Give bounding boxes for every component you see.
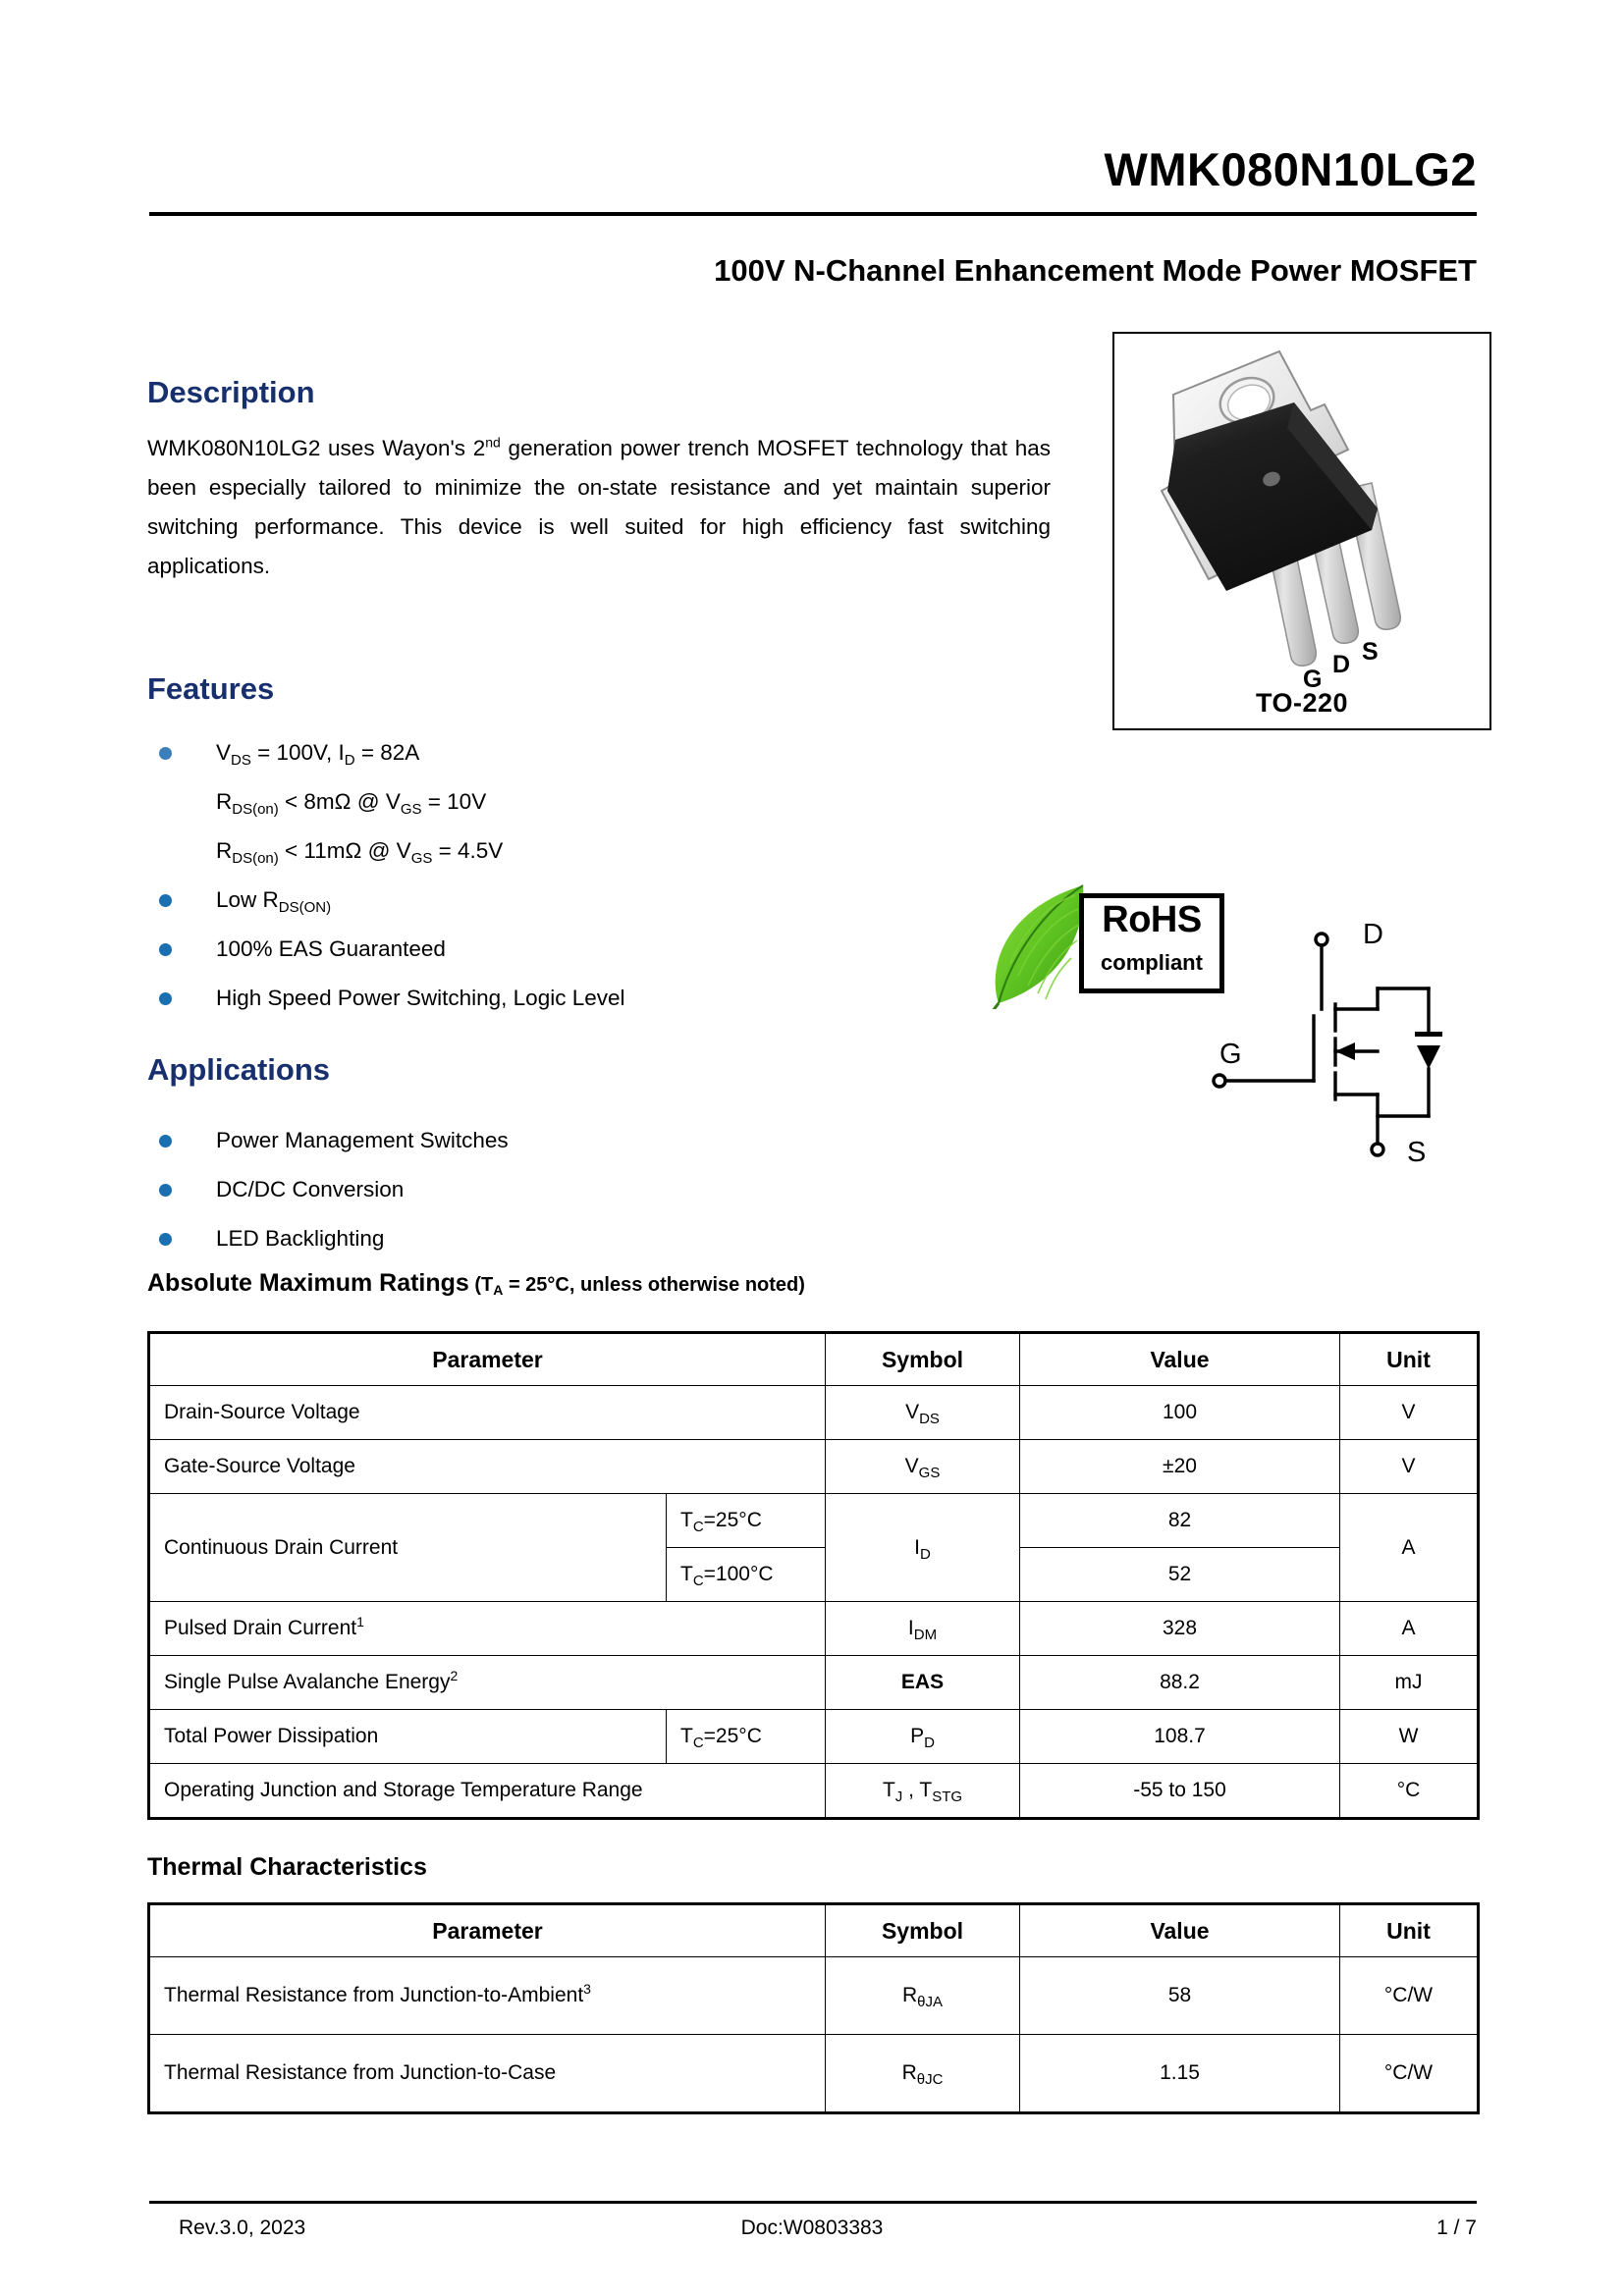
cell-parameter: Drain-Source Voltage — [150, 1386, 826, 1440]
list-item — [159, 974, 1043, 1023]
table-row — [150, 1386, 1478, 1440]
cell-unit: A — [1340, 1602, 1478, 1656]
package-photo — [1112, 332, 1491, 730]
description-body-pre: WMK080N10LG2 uses Wayon's 2 — [147, 436, 486, 460]
cell-value: 328 — [1020, 1602, 1340, 1656]
applications-list — [159, 1116, 1043, 1263]
table-header-row — [150, 1905, 1478, 1957]
absolute-maximum-ratings-table — [149, 1333, 1478, 1818]
table-row — [150, 1764, 1478, 1818]
features-heading: Features — [147, 671, 275, 706]
table-row — [150, 1494, 1478, 1548]
cell-unit: mJ — [1340, 1656, 1478, 1710]
cell-parameter-note: 1 — [356, 1614, 364, 1629]
description-heading: Description — [147, 375, 315, 409]
page-title: WMK080N10LG2 — [1104, 143, 1477, 195]
table-row — [150, 1440, 1478, 1494]
column-header-value: Value — [1020, 1334, 1340, 1386]
column-header-unit: Unit — [1340, 1905, 1478, 1957]
cell-unit: W — [1340, 1710, 1478, 1764]
cell-value: -55 to 150 — [1020, 1764, 1340, 1818]
rohs-logo — [985, 881, 1230, 1009]
description-body — [147, 429, 1051, 586]
cell-parameter-text: Pulsed Drain Current — [164, 1617, 357, 1639]
table-row — [150, 1602, 1478, 1656]
feature-text: $V_{DS} = 100V$, $I_D = 82A$ — [216, 740, 420, 769]
diode-bar-icon — [1415, 1032, 1442, 1037]
cell-value: 100 — [1020, 1386, 1340, 1440]
cell-parameter-text: Single Pulse Avalanche Energy — [164, 1671, 451, 1693]
feature-text: $R_{DS(on)} < 8m\Omega$ @ $V_{GS} = 10V$ — [216, 789, 487, 818]
list-item — [159, 728, 1043, 777]
cell-symbol: $V_{DS}$ — [826, 1386, 1020, 1440]
symbol-drain-label: D — [1363, 919, 1383, 950]
feature-text: 100% EAS Guaranteed — [216, 936, 446, 961]
bullet-icon — [159, 1135, 172, 1148]
bullet-icon — [159, 894, 172, 907]
cell-condition: $T_C=100^\circ C$ — [667, 1548, 826, 1602]
list-item — [159, 777, 1043, 827]
feature-text: Low $R_{DS(ON)}$ — [216, 887, 332, 916]
cell-value: 1.15 — [1020, 2035, 1340, 2112]
cell-parameter — [150, 1656, 826, 1710]
cell-value: 82 — [1020, 1494, 1340, 1548]
symbol-source-label: S — [1407, 1137, 1427, 1168]
cell-symbol: $V_{GS}$ — [826, 1440, 1020, 1494]
cell-symbol: $R_{\theta JA}$ — [826, 1957, 1020, 2035]
description-body-post: generation power trench MOSFET technology that has been especially tailored to minimize the on-state resistance and yet maintain superior switching performance. This device is well suited for high efficiency fast switching applications. — [147, 436, 1051, 578]
abs-max-heading — [147, 1269, 805, 1298]
cell-symbol: $T_J$ , $T_{STG}$ — [826, 1764, 1020, 1818]
cell-parameter: Thermal Resistance from Junction-to-Case — [150, 2035, 826, 2112]
cell-parameter-note: 2 — [450, 1668, 459, 1683]
thermal-heading: Thermal Characteristics — [147, 1853, 427, 1881]
bullet-icon — [159, 943, 172, 956]
rohs-label: RoHS — [1102, 899, 1202, 940]
cell-symbol: $R_{\theta JC}$ — [826, 2035, 1020, 2112]
cell-unit: A — [1340, 1494, 1478, 1602]
cell-parameter: Total Power Dissipation — [150, 1710, 667, 1764]
cell-unit: °C/W — [1340, 2035, 1478, 2112]
package-pin-d: D — [1332, 651, 1351, 678]
footer-page-number: 1 / 7 — [1436, 2216, 1477, 2239]
cell-value: ±20 — [1020, 1440, 1340, 1494]
cell-parameter: Gate-Source Voltage — [150, 1440, 826, 1494]
to220-package-drawing — [1114, 334, 1486, 724]
cell-symbol: EAS — [826, 1656, 1020, 1710]
cell-parameter: Operating Junction and Storage Temperature Range — [150, 1764, 826, 1818]
feature-text: High Speed Power Switching, Logic Level — [216, 986, 625, 1010]
list-item — [159, 1116, 1043, 1165]
package-pin-s: S — [1362, 638, 1379, 666]
cell-parameter: Continuous Drain Current — [150, 1494, 667, 1602]
cell-parameter — [150, 1602, 826, 1656]
header-divider — [149, 212, 1477, 216]
symbol-gate-label: G — [1219, 1039, 1242, 1070]
applications-heading: Applications — [147, 1052, 331, 1087]
bullet-icon — [159, 747, 172, 760]
cell-symbol: $P_D$ — [826, 1710, 1020, 1764]
feature-text: $R_{DS(on)} < 11m\Omega$ @ $V_{GS} = 4.5V$ — [216, 838, 504, 867]
bullet-icon — [159, 992, 172, 1005]
table-header-row — [150, 1334, 1478, 1386]
cell-parameter-note: 3 — [583, 1981, 591, 1997]
table-row — [150, 1656, 1478, 1710]
cell-unit: °C — [1340, 1764, 1478, 1818]
application-text: Power Management Switches — [216, 1128, 509, 1152]
bullet-icon — [159, 1184, 172, 1197]
application-text: LED Backlighting — [216, 1226, 385, 1251]
footer-doc-number: Doc:W0803383 — [740, 2216, 884, 2239]
cell-symbol: $I_{DM}$ — [826, 1602, 1020, 1656]
table-row — [150, 1710, 1478, 1764]
bullet-icon — [159, 1233, 172, 1246]
cell-condition: $T_C=25^\circ C$ — [667, 1710, 826, 1764]
column-header-unit: Unit — [1340, 1334, 1478, 1386]
rohs-compliant-label: compliant — [1101, 950, 1203, 975]
cell-value: 58 — [1020, 1957, 1340, 2035]
table-row — [150, 2035, 1478, 2112]
package-name-label: TO-220 — [1255, 688, 1349, 718]
cell-value: 52 — [1020, 1548, 1340, 1602]
cell-parameter-text: Thermal Resistance from Junction-to-Ambient — [164, 1984, 584, 2006]
application-text: DC/DC Conversion — [216, 1177, 405, 1201]
cell-unit: °C/W — [1340, 1957, 1478, 2035]
column-header-value: Value — [1020, 1905, 1340, 1957]
list-item — [159, 1165, 1043, 1214]
page-subtitle: 100V N-Channel Enhancement Mode Power MOSFET — [714, 253, 1477, 288]
column-header-parameter: Parameter — [150, 1905, 826, 1957]
abs-max-heading-condition: ($T_A = 25^\circ C$, unless otherwise noted) — [468, 1274, 805, 1298]
features-list — [159, 728, 1043, 1023]
mosfet-schematic-symbol — [1206, 908, 1500, 1178]
footer-divider — [149, 2201, 1477, 2204]
column-header-symbol: Symbol — [826, 1905, 1020, 1957]
column-header-symbol: Symbol — [826, 1334, 1020, 1386]
cell-parameter — [150, 1957, 826, 2035]
thermal-characteristics-table — [149, 1904, 1478, 2112]
list-item — [159, 876, 1043, 925]
list-item — [159, 1214, 1043, 1263]
cell-unit: V — [1340, 1386, 1478, 1440]
cell-value: 88.2 — [1020, 1656, 1340, 1710]
cell-unit: V — [1340, 1440, 1478, 1494]
cell-condition: $T_C=25^\circ C$ — [667, 1494, 826, 1548]
description-body-sup: nd — [485, 434, 501, 451]
list-item — [159, 925, 1043, 974]
mosfet-symbol-icon — [1206, 908, 1500, 1178]
table-row — [150, 1957, 1478, 2035]
list-item — [159, 827, 1043, 876]
abs-max-heading-main: Absolute Maximum Ratings — [147, 1269, 469, 1297]
diode-triangle-icon — [1417, 1045, 1440, 1069]
cell-value: 108.7 — [1020, 1710, 1340, 1764]
column-header-parameter: Parameter — [150, 1334, 826, 1386]
footer-revision: Rev.3.0, 2023 — [179, 2216, 306, 2239]
package-pin-g: G — [1303, 666, 1323, 693]
cell-symbol: $I_D$ — [826, 1494, 1020, 1602]
body-arrow-icon — [1335, 1042, 1355, 1060]
